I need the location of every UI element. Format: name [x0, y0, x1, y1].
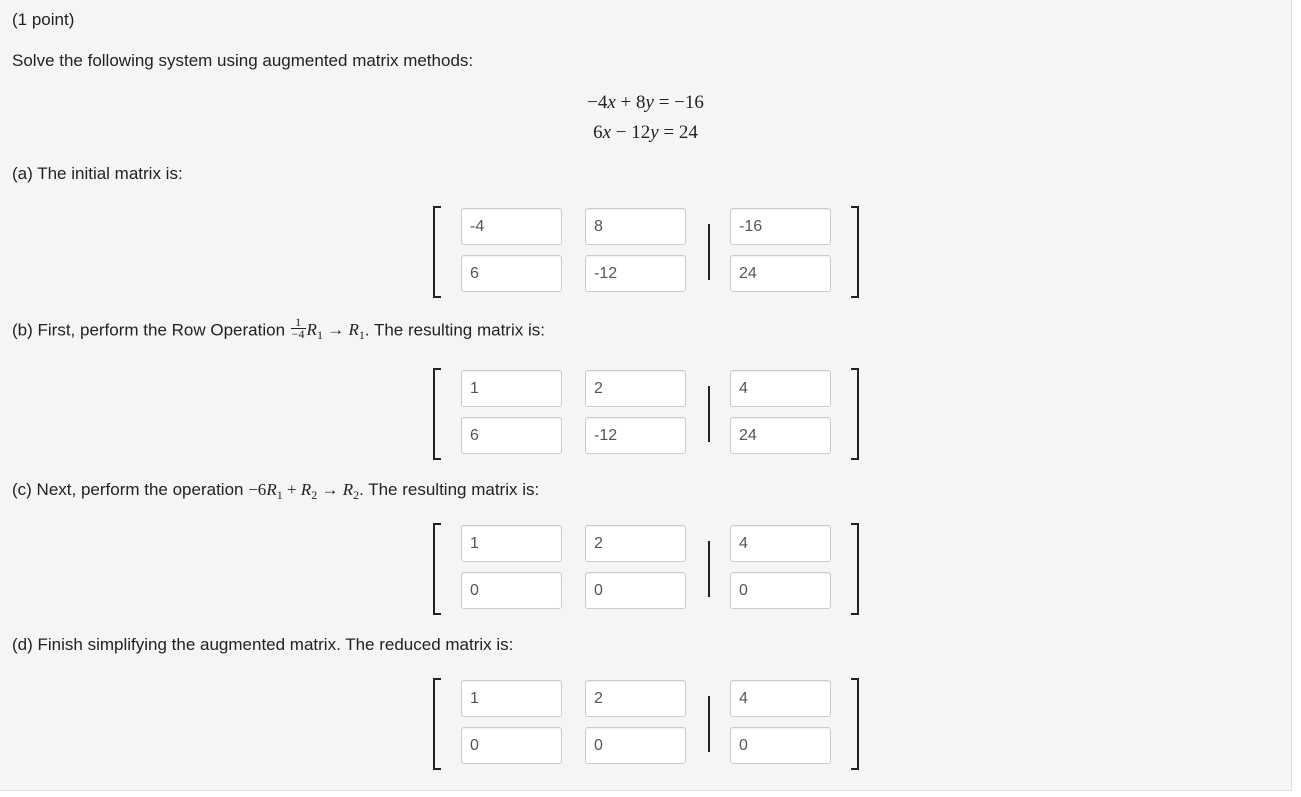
matrix-a-r1-c3-input[interactable]	[730, 208, 831, 245]
matrix-c-r1-c2-input[interactable]	[585, 525, 686, 562]
matrix-b-r1-c2-input[interactable]	[585, 370, 686, 407]
eq2-constant: 24	[678, 122, 698, 143]
row-index: 2	[311, 488, 318, 502]
matrix-d-r1-c1-input[interactable]	[461, 680, 562, 717]
matrix-b-r2-c2-input[interactable]	[585, 417, 686, 454]
matrix-a-r2-c1-input[interactable]	[461, 255, 562, 292]
part-d-label: (d) Finish simplifying the augmented matrix. The reduced matrix is:	[12, 635, 514, 654]
part-c-prefix: (c) Next, perform the operation	[12, 480, 244, 499]
matrix-d-r2-c1-input[interactable]	[461, 727, 562, 764]
fraction-numerator: 1	[291, 317, 306, 329]
target-row-symbol: R	[348, 320, 359, 340]
matrix-b-r1-c3-input[interactable]	[730, 370, 831, 407]
part-c-label	[12, 480, 539, 500]
part-b-suffix: . The resulting matrix is:	[364, 320, 545, 340]
matrix-d	[433, 678, 859, 770]
points-label: (1 point)	[12, 10, 75, 29]
matrix-b-r2-c1-input[interactable]	[461, 417, 562, 454]
right-bracket	[851, 678, 859, 770]
fraction-denominator: −4	[291, 327, 305, 341]
matrix-b-r1-c1-input[interactable]	[461, 370, 562, 407]
left-bracket	[433, 368, 441, 460]
target-row-symbol: R	[342, 480, 354, 499]
eq2-var-y: y	[650, 122, 659, 143]
matrix-d-r1-c2-input[interactable]	[585, 680, 686, 717]
left-bracket	[433, 206, 441, 298]
target-row-index: 1	[358, 328, 365, 343]
matrix-a-r1-c1-input[interactable]	[461, 208, 562, 245]
row-op-fraction	[291, 317, 306, 340]
matrix-b-r2-c3-input[interactable]	[730, 417, 831, 454]
matrix-d-r1-c3-input[interactable]	[730, 680, 831, 717]
row-op-coefficient: −6	[248, 480, 267, 499]
right-bracket	[851, 368, 859, 460]
part-b-prefix: (b) First, perform the Row Operation	[12, 320, 286, 340]
augment-divider	[708, 541, 710, 597]
eq2-coef-x: 6	[593, 122, 603, 143]
matrix-c-r2-c1-input[interactable]	[461, 572, 562, 609]
matrix-a-r1-c2-input[interactable]	[585, 208, 686, 245]
matrix-a-r2-c3-input[interactable]	[730, 255, 831, 292]
row-symbol: R	[266, 480, 277, 499]
equation-1: −4x + 8y = −16	[587, 92, 704, 113]
augment-divider	[708, 224, 710, 280]
matrix-c-r2-c2-input[interactable]	[585, 572, 686, 609]
left-bracket	[433, 523, 441, 615]
eq2-var-x: x	[602, 122, 612, 143]
row-index: 1	[276, 488, 283, 502]
right-bracket	[851, 206, 859, 298]
matrix-c-r1-c3-input[interactable]	[730, 525, 831, 562]
instruction-text: Solve the following system using augmented matrix methods:	[12, 51, 474, 70]
target-row-index: 2	[353, 488, 360, 502]
row-symbol: R	[300, 480, 312, 499]
eq1-var-x: x	[607, 92, 616, 113]
part-a-label: (a) The initial matrix is:	[12, 164, 183, 183]
arrow-symbol: →	[321, 480, 339, 499]
matrix-d-r2-c3-input[interactable]	[730, 727, 831, 764]
left-bracket	[433, 678, 441, 770]
matrix-c-r2-c3-input[interactable]	[730, 572, 831, 609]
row-symbol: R	[306, 320, 317, 340]
part-c-suffix: . The resulting matrix is:	[359, 480, 540, 499]
eq1-constant: −16	[674, 92, 704, 113]
plus-symbol: +	[286, 480, 297, 499]
right-bracket	[851, 523, 859, 615]
eq1-coef-x: −4	[587, 92, 608, 113]
eq2-coef-y: − 12	[615, 122, 651, 143]
augment-divider	[708, 386, 710, 442]
matrix-c	[433, 523, 859, 615]
part-b-label	[12, 315, 545, 343]
arrow-symbol: →	[327, 320, 345, 340]
matrix-d-r2-c2-input[interactable]	[585, 727, 686, 764]
equation-2: 6x − 12y = 24	[593, 122, 698, 143]
augment-divider	[708, 696, 710, 752]
row-index: 1	[316, 328, 323, 343]
matrix-a-r2-c2-input[interactable]	[585, 255, 686, 292]
eq1-coef-y: + 8	[620, 92, 646, 113]
matrix-c-r1-c1-input[interactable]	[461, 525, 562, 562]
eq1-var-y: y	[645, 92, 654, 113]
matrix-a	[433, 206, 859, 298]
matrix-b	[433, 368, 859, 460]
